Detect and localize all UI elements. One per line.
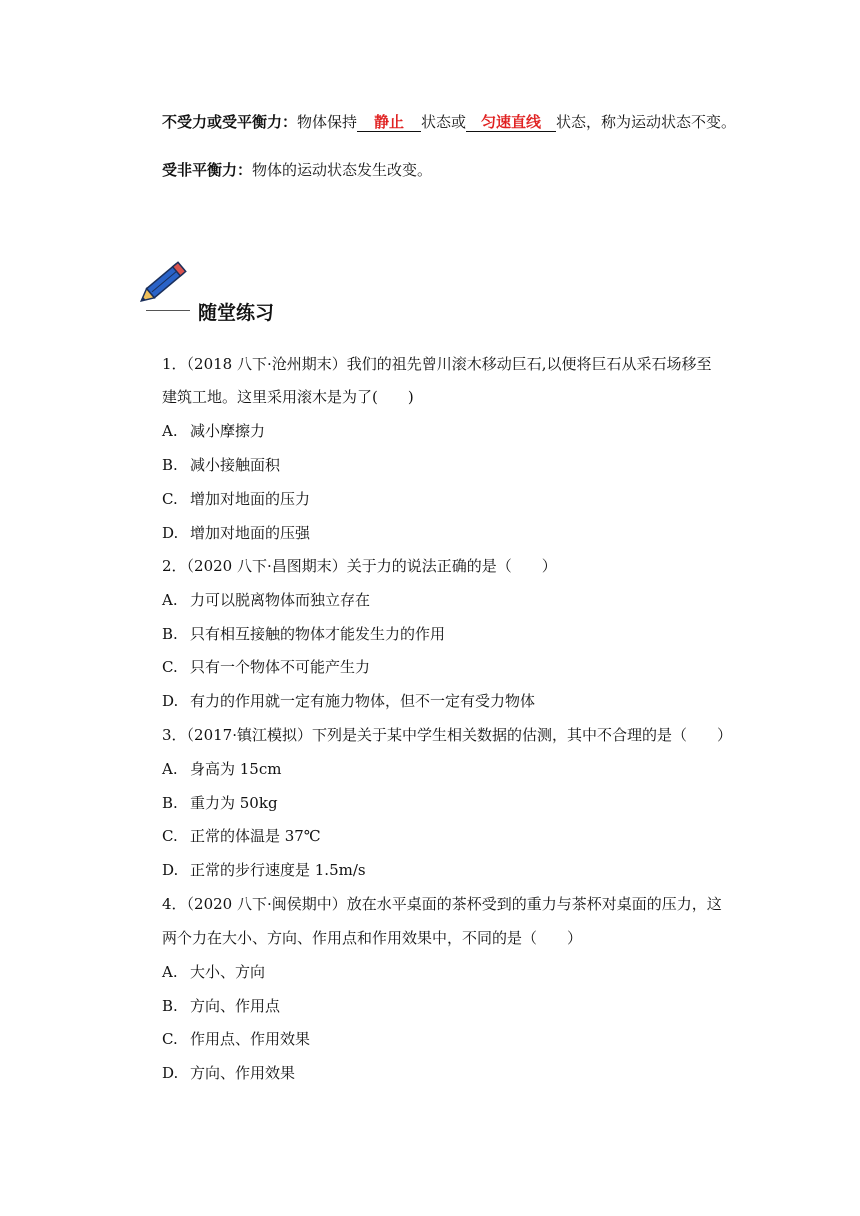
option-text: 只有一个物体不可能产生力 [190, 658, 371, 676]
question-4-line-1: 4．（2020 八下·闽侯期中）放在水平桌面的茶杯受到的重力与茶杯对桌面的压力，这 [162, 895, 722, 913]
rule-text: 物体保持 [297, 113, 358, 131]
option-text: 减小摩擦力 [190, 422, 266, 440]
question-1-line-1: 1．（2018 八下·沧州期末）我们的祖先曾川滚木移动巨石,以便将巨石从采石场移至 [162, 355, 712, 373]
option-text: 重力为 50kg [190, 794, 278, 812]
answer-text: 匀速直线 [481, 113, 542, 131]
rule-text: 物体的运动状态发生改变。 [252, 161, 433, 179]
option-key: B. [162, 794, 178, 812]
option-3c [162, 826, 321, 846]
option-3d [162, 860, 366, 880]
option-text: 作用点、作用效果 [190, 1030, 311, 1048]
option-key: D. [162, 861, 179, 879]
question-3-line-1: 3．（2017·镇江模拟）下列是关于某中学生相关数据的估测，其中不合理的是（ ） [162, 726, 732, 744]
option-text: 增加对地面的压力 [190, 490, 311, 508]
option-text: 大小、方向 [190, 963, 266, 981]
option-3a [162, 759, 281, 779]
option-text: 正常的体温是 37℃ [190, 827, 321, 845]
option-2c [162, 657, 370, 677]
section-title: 随堂练习 [198, 302, 275, 324]
option-text: 增加对地面的压强 [190, 524, 311, 542]
option-1c [162, 489, 310, 509]
option-text: 力可以脱离物体而独立存在 [190, 591, 371, 609]
option-text: 正常的步行速度是 1.5m/s [190, 861, 366, 879]
option-4b [162, 996, 280, 1016]
option-key: C. [162, 1030, 178, 1048]
option-4c [162, 1029, 310, 1049]
option-1a [162, 421, 265, 441]
option-key: C. [162, 490, 178, 508]
option-2b [162, 624, 445, 644]
answer-text: 静止 [374, 113, 405, 131]
option-text: 方向、作用点 [190, 997, 281, 1015]
answer-blank [466, 112, 556, 132]
option-1b [162, 455, 280, 475]
rule-term: 受非平衡力： [162, 161, 253, 179]
option-key: A. [162, 591, 178, 609]
option-key: C. [162, 658, 178, 676]
answer-blank [357, 112, 421, 132]
option-key: A. [162, 422, 178, 440]
option-key: B. [162, 456, 178, 474]
option-4a [162, 962, 265, 982]
rule-unbalanced-none [162, 112, 736, 132]
rule-text: 状态，称为运动状态不变。 [556, 113, 737, 131]
option-key: C. [162, 827, 178, 845]
question-1-line-2: 建筑工地。这里采用滚木是为了( ) [162, 388, 414, 406]
section-rule [146, 310, 190, 311]
option-text: 有力的作用就一定有施力物体，但不一定有受力物体 [190, 692, 536, 710]
option-key: A. [162, 760, 178, 778]
rule-unbalanced [162, 160, 432, 180]
option-3b [162, 793, 278, 813]
option-text: 方向、作用效果 [190, 1064, 296, 1082]
rule-text: 状态或 [421, 113, 467, 131]
pencil-icon [136, 256, 194, 306]
option-key: D. [162, 524, 179, 542]
question-2-line-1: 2．（2020 八下·昌图期末）关于力的说法正确的是（ ） [162, 557, 557, 575]
option-key: D. [162, 1064, 179, 1082]
option-text: 只有相互接触的物体才能发生力的作用 [190, 625, 446, 643]
option-key: B. [162, 625, 178, 643]
option-4d [162, 1063, 295, 1083]
option-key: A. [162, 963, 178, 981]
option-1d [162, 523, 310, 543]
option-2d [162, 691, 535, 711]
question-4-line-2: 两个力在大小、方向、作用点和作用效果中，不同的是（ ） [162, 929, 583, 947]
option-key: B. [162, 997, 178, 1015]
option-2a [162, 590, 370, 610]
option-text: 减小接触面积 [190, 456, 281, 474]
option-text: 身高为 15cm [190, 760, 282, 778]
option-key: D. [162, 692, 179, 710]
rule-term: 不受力或受平衡力： [162, 113, 298, 131]
